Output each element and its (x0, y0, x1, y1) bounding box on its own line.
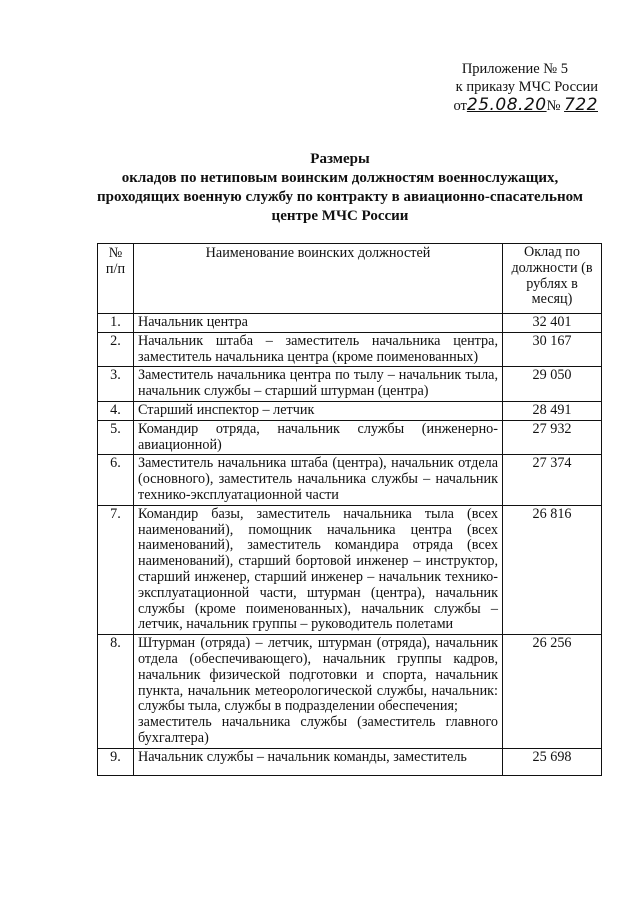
row-num: 1. (98, 314, 134, 333)
title-line-4: центре МЧС России (271, 208, 409, 224)
appendix-date-number (398, 96, 598, 115)
row-position: Начальник центра (134, 314, 503, 333)
table-row (98, 420, 602, 455)
title-line-3: проходящих военную службу по контракту в авиационно-спасательном (96, 189, 584, 205)
handwritten-number: 722 (564, 95, 598, 115)
row-salary: 26 256 (503, 635, 602, 749)
table-row (98, 505, 602, 634)
header-num: № п/п (98, 244, 134, 314)
table-row (98, 455, 602, 505)
document-title (70, 150, 610, 226)
row-position: Старший инспектор – летчик (134, 401, 503, 420)
row-num: 6. (98, 455, 134, 505)
row-salary: 28 491 (503, 401, 602, 420)
salary-table (97, 243, 602, 776)
title-line-2: окладов по нетиповым воинским должностям военнослужащих, (121, 170, 559, 186)
title-line-1: Размеры (310, 151, 370, 167)
table-header-row (98, 244, 602, 314)
row-num: 2. (98, 332, 134, 367)
row-salary: 32 401 (503, 314, 602, 333)
row-num: 8. (98, 635, 134, 749)
row-salary: 26 816 (503, 505, 602, 634)
header-salary: Оклад по должности (в рублях в месяц) (503, 244, 602, 314)
row-position-part1: Штурман (отряда) – летчик, штурман (отряда), начальник отдела (обеспечивающего), начальник группы кадров, начальник физической подготовки и спорта, начальник пункта, начальник метеорологической службы, начальник: службы тыла, службы в подразделении обеспечения; (138, 635, 498, 715)
number-prefix: № (546, 98, 561, 114)
table-row (98, 635, 602, 749)
row-num: 7. (98, 505, 134, 634)
row-position: Командир базы, заместитель начальника тыла (всех наименований), помощник начальника центра (всех наименований), заместитель командира отряда (всех наименований), старший бортовой инженер – инструктор, старший инженер, старший инженер – начальник технико-эксплуатационной части, штурман (центра), начальник службы (кроме поименованных), начальник службы – летчик, начальник группы – руководитель полетами (134, 505, 503, 634)
row-num: 4. (98, 401, 134, 420)
header-name: Наименование воинских должностей (134, 244, 503, 314)
row-num: 9. (98, 748, 134, 775)
appendix-number: Приложение № 5 (461, 61, 568, 77)
table-row (98, 314, 602, 333)
row-position: Начальник штаба – заместитель начальника центра, заместитель начальника центра (кроме поименованных) (134, 332, 503, 367)
handwritten-date: 25.08.20 (466, 95, 547, 115)
row-num: 3. (98, 367, 134, 402)
row-position: Заместитель начальника штаба (центра), начальник отдела (основного), заместитель начальника службы – начальник технико-эксплуатационной части (134, 455, 503, 505)
table-row (98, 401, 602, 420)
table-row (98, 332, 602, 367)
row-position-text: Начальник службы – начальник команды, заместитель (138, 749, 467, 765)
row-position (134, 748, 503, 775)
appendix-header (398, 60, 598, 115)
row-salary: 27 932 (503, 420, 602, 455)
from-prefix: от (453, 98, 467, 114)
row-position: Командир отряда, начальник службы (инженерно-авиационной) (134, 420, 503, 455)
row-num: 5. (98, 420, 134, 455)
row-salary: 30 167 (503, 332, 602, 367)
row-position (134, 635, 503, 749)
row-salary: 25 698 (503, 748, 602, 775)
row-position: Заместитель начальника центра по тылу – начальник тыла, начальник службы – старший штурман (центра) (134, 367, 503, 402)
table-row (98, 367, 602, 402)
row-salary: 29 050 (503, 367, 602, 402)
table-row (98, 748, 602, 775)
row-position-part2: заместитель начальника службы (заместитель главного бухгалтера) (138, 714, 498, 746)
row-salary: 27 374 (503, 455, 602, 505)
appendix-order-ref: к приказу МЧС России (455, 79, 598, 95)
